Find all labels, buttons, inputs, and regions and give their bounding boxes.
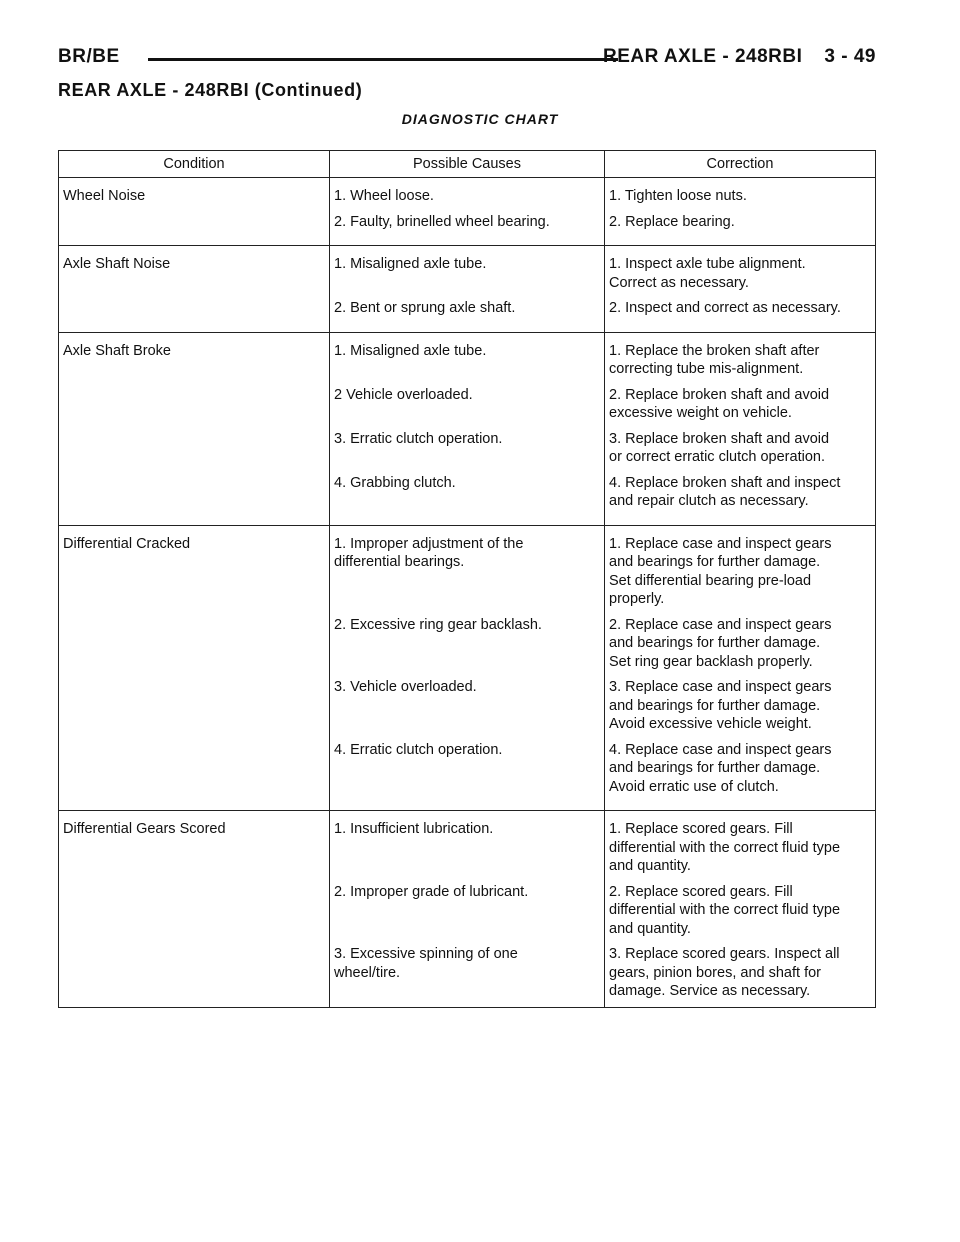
- correction-cell: [605, 213, 876, 246]
- correction-cell: [605, 678, 876, 741]
- correction-line: 4. Replace case and inspect gears: [609, 741, 832, 758]
- correction-cell: [605, 474, 876, 526]
- correction-line: 3. Replace case and inspect gears: [609, 679, 832, 695]
- section-title: REAR AXLE - 248RBI (Continued): [58, 80, 363, 100]
- correction-line: properly.: [609, 591, 665, 607]
- correction-cell: [605, 811, 876, 883]
- condition-cell: Axle Shaft Noise: [59, 246, 330, 300]
- cause-line: 2 Vehicle overloaded.: [334, 386, 473, 403]
- cause-cell: [330, 386, 605, 430]
- cause-cell: [330, 246, 605, 300]
- page-header: [58, 44, 876, 72]
- correction-line: differential with the correct fluid type: [609, 839, 841, 856]
- cause-line: 2. Faulty, brinelled wheel bearing.: [334, 213, 550, 230]
- cause-line: 1. Misaligned axle tube.: [334, 256, 487, 272]
- correction-line: and bearings for further damage.: [609, 760, 821, 776]
- condition-cell: [59, 616, 330, 679]
- header-rule: [148, 58, 618, 61]
- condition-cell: [59, 430, 330, 474]
- cause-line: 1. Wheel loose.: [334, 188, 434, 204]
- cause-line: 2. Improper grade of lubricant.: [334, 883, 529, 900]
- table-row: [59, 246, 876, 300]
- cause-cell: [330, 213, 605, 246]
- table-row: [59, 883, 876, 946]
- table-row: [59, 525, 876, 616]
- correction-line: or correct erratic clutch operation.: [609, 449, 825, 465]
- correction-line: and repair clutch as necessary.: [609, 493, 809, 509]
- table-row: [59, 945, 876, 1007]
- cause-cell: [330, 299, 605, 332]
- cause-line: 4. Grabbing clutch.: [334, 474, 456, 491]
- correction-line: damage. Service as necessary.: [609, 983, 811, 999]
- table-row: [59, 213, 876, 246]
- table-row: [59, 178, 876, 213]
- correction-line: Avoid excessive vehicle weight.: [609, 716, 812, 732]
- column-header: Correction: [605, 151, 876, 178]
- cause-cell: [330, 178, 605, 213]
- cause-cell: [330, 616, 605, 679]
- cause-cell: [330, 430, 605, 474]
- condition-cell: Axle Shaft Broke: [59, 332, 330, 386]
- cause-cell: [330, 332, 605, 386]
- cause-cell: [330, 474, 605, 526]
- table-body: [59, 178, 876, 1008]
- table-row: [59, 386, 876, 430]
- cause-line: 1. Improper adjustment of the: [334, 535, 524, 552]
- condition-cell: [59, 945, 330, 1007]
- table-row: [59, 474, 876, 526]
- correction-line: Set differential bearing pre-load: [609, 572, 812, 589]
- header-model: BR/BE: [58, 46, 120, 67]
- condition-cell: [59, 678, 330, 741]
- correction-cell: [605, 430, 876, 474]
- correction-line: correcting tube mis-alignment.: [609, 361, 804, 377]
- correction-line: 2. Replace case and inspect gears: [609, 616, 832, 633]
- table-row: [59, 741, 876, 811]
- cause-line: wheel/tire.: [334, 964, 401, 981]
- chart-title: DIAGNOSTIC CHART: [401, 111, 559, 127]
- table-row: [59, 299, 876, 332]
- condition-cell: [59, 386, 330, 430]
- diagnostic-table: [58, 150, 876, 1008]
- correction-cell: [605, 883, 876, 946]
- correction-line: and bearings for further damage.: [609, 554, 821, 570]
- correction-line: and quantity.: [609, 858, 691, 874]
- condition-cell: [59, 299, 330, 332]
- condition-cell: [59, 474, 330, 526]
- correction-line: 1. Replace case and inspect gears: [609, 535, 832, 552]
- table-row: [59, 616, 876, 679]
- cause-line: 3. Vehicle overloaded.: [334, 679, 477, 695]
- cause-line: 4. Erratic clutch operation.: [334, 741, 503, 758]
- correction-line: and quantity.: [609, 920, 691, 937]
- correction-cell: [605, 386, 876, 430]
- correction-cell: [605, 178, 876, 213]
- cause-line: 1. Insufficient lubrication.: [334, 821, 494, 837]
- cause-line: 3. Excessive spinning of one: [334, 946, 518, 962]
- correction-line: and bearings for further damage.: [609, 635, 821, 651]
- correction-line: 1. Inspect axle tube alignment.: [609, 256, 806, 272]
- correction-line: 3. Replace broken shaft and avoid: [609, 430, 830, 447]
- correction-line: excessive weight on vehicle.: [609, 405, 792, 421]
- table-row: [59, 332, 876, 386]
- correction-line: Correct as necessary.: [609, 274, 749, 291]
- cause-cell: [330, 678, 605, 741]
- correction-cell: [605, 616, 876, 679]
- cause-cell: [330, 525, 605, 616]
- correction-line: 1. Replace the broken shaft after: [609, 342, 820, 359]
- cause-cell: [330, 811, 605, 883]
- correction-line: 1. Replace scored gears. Fill: [609, 821, 793, 837]
- correction-line: gears, pinion bores, and shaft for: [609, 964, 821, 981]
- correction-line: Avoid erratic use of clutch.: [609, 778, 779, 795]
- column-header: Condition: [59, 151, 330, 178]
- cause-line: 2. Bent or sprung axle shaft.: [334, 300, 516, 316]
- table-header-row: [59, 151, 876, 178]
- correction-cell: [605, 246, 876, 300]
- column-header: Possible Causes: [330, 151, 605, 178]
- condition-cell: [59, 883, 330, 946]
- table-row: [59, 811, 876, 883]
- correction-cell: [605, 741, 876, 811]
- cause-line: 1. Misaligned axle tube.: [334, 342, 487, 359]
- correction-cell: [605, 945, 876, 1007]
- cause-line: 2. Excessive ring gear backlash.: [334, 616, 542, 633]
- correction-line: Set ring gear backlash properly.: [609, 653, 813, 670]
- correction-line: 2. Inspect and correct as necessary.: [609, 300, 841, 316]
- table-row: [59, 678, 876, 741]
- correction-cell: [605, 525, 876, 616]
- correction-line: and bearings for further damage.: [609, 697, 821, 714]
- header-page-number: 3 - 49: [824, 46, 876, 67]
- correction-line: 3. Replace scored gears. Inspect all: [609, 946, 840, 962]
- correction-cell: [605, 332, 876, 386]
- condition-cell: Differential Gears Scored: [59, 811, 330, 883]
- cause-cell: [330, 741, 605, 811]
- cause-line: 3. Erratic clutch operation.: [334, 430, 503, 447]
- cause-cell: [330, 945, 605, 1007]
- cause-line: differential bearings.: [334, 554, 465, 570]
- correction-line: 2. Replace bearing.: [609, 213, 735, 230]
- correction-line: 2. Replace scored gears. Fill: [609, 883, 793, 900]
- condition-cell: [59, 213, 330, 246]
- correction-line: 2. Replace broken shaft and avoid: [609, 386, 830, 403]
- correction-line: differential with the correct fluid type: [609, 902, 841, 918]
- condition-cell: Differential Cracked: [59, 525, 330, 616]
- cause-cell: [330, 883, 605, 946]
- condition-cell: [59, 741, 330, 811]
- correction-cell: [605, 299, 876, 332]
- correction-line: 1. Tighten loose nuts.: [609, 188, 747, 204]
- header-section: [603, 46, 876, 68]
- correction-line: 4. Replace broken shaft and inspect: [609, 474, 841, 491]
- header-section-title: REAR AXLE - 248RBI: [603, 46, 803, 67]
- table-row: [59, 430, 876, 474]
- condition-cell: Wheel Noise: [59, 178, 330, 213]
